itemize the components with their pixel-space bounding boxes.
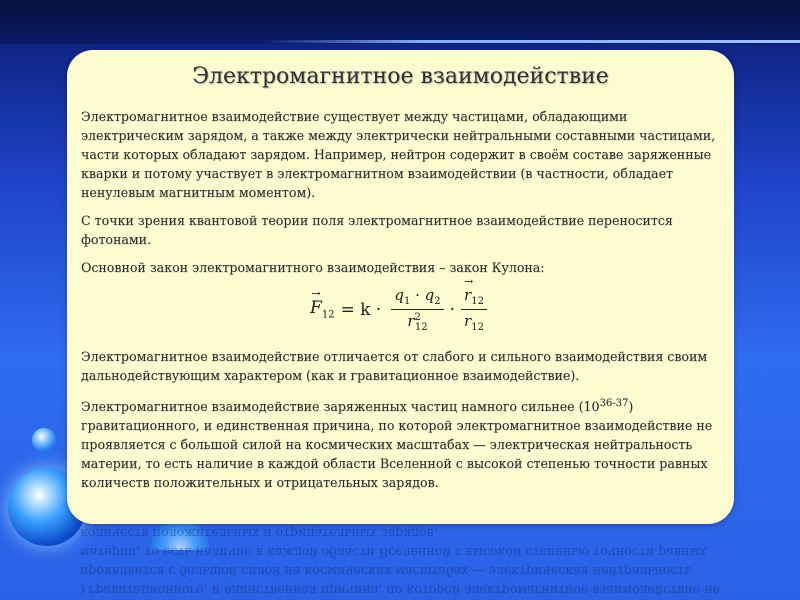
card-reflection: [80, 526, 730, 600]
multiply-dot: ·: [449, 299, 456, 320]
paragraph-coulomb-intro: Основной закон электромагнитного взаимодействия – закон Кулона:: [81, 260, 545, 275]
reflection-text: ) гравитационного, и единственная причина, по которой электромагнитное взаимодействие не проявляется с большой силой на космических масштабах — электрическая нейтральность материи, то есть наличие в каждой области Вселенной с высокой степенью точности равных количеств положительных и отрицательных зарядов.: [80, 526, 721, 598]
paragraph-photons: С точки зрения квантовой теории поля электромагнитное взаимодействие переносится фотонами.: [81, 213, 673, 247]
top-divider-line: [260, 40, 800, 43]
slide-title: Электромагнитное взаимодействие: [192, 64, 609, 89]
small-sphere-icon: [32, 428, 56, 452]
force-vector: → $F_{12}$: [310, 298, 335, 320]
top-band: [0, 0, 800, 44]
equals-sign: = k ·: [340, 299, 382, 320]
paragraph-long-range: Электромагнитное взаимодействие отличается от слабого и сильного взаимодействия своим дальнодействующим характером (как и гравитационное взаимодействие).: [81, 349, 708, 383]
content-card: [67, 50, 734, 524]
paragraph-strength: Электромагнитное взаимодействие заряженных частиц намного сильнее (10$^{36-37}$) гравитационного, и единственная причина, по которой электромагнитное взаимодействие не проявляется с большой силой на космических масштабах — электрическая нейтральность материи, то есть наличие в каждой области Вселенной с высокой степенью точности равных количеств положительных и отрицательных зарядов.: [81, 398, 713, 491]
unit-vector-fraction: → $\frac{r_{12}}{r_{12}}$: [461, 286, 487, 333]
coulomb-law-formula: [81, 286, 720, 333]
paragraph-definition: Электромагнитное взаимодействие существует между частицами, обладающими электрическим зарядом, а также между электрически нейтральными составными частицами, части которых обладают зарядом. Например, нейтрон содержит в своём составе заряженные кварки и потому участвует в электромагнитном взаимодействии (в частности, обладает ненулевым магнитным моментом).: [81, 109, 716, 200]
charge-fraction: $\frac{q_1 \cdot q_2}{r^2_{12}}$: [391, 286, 443, 333]
